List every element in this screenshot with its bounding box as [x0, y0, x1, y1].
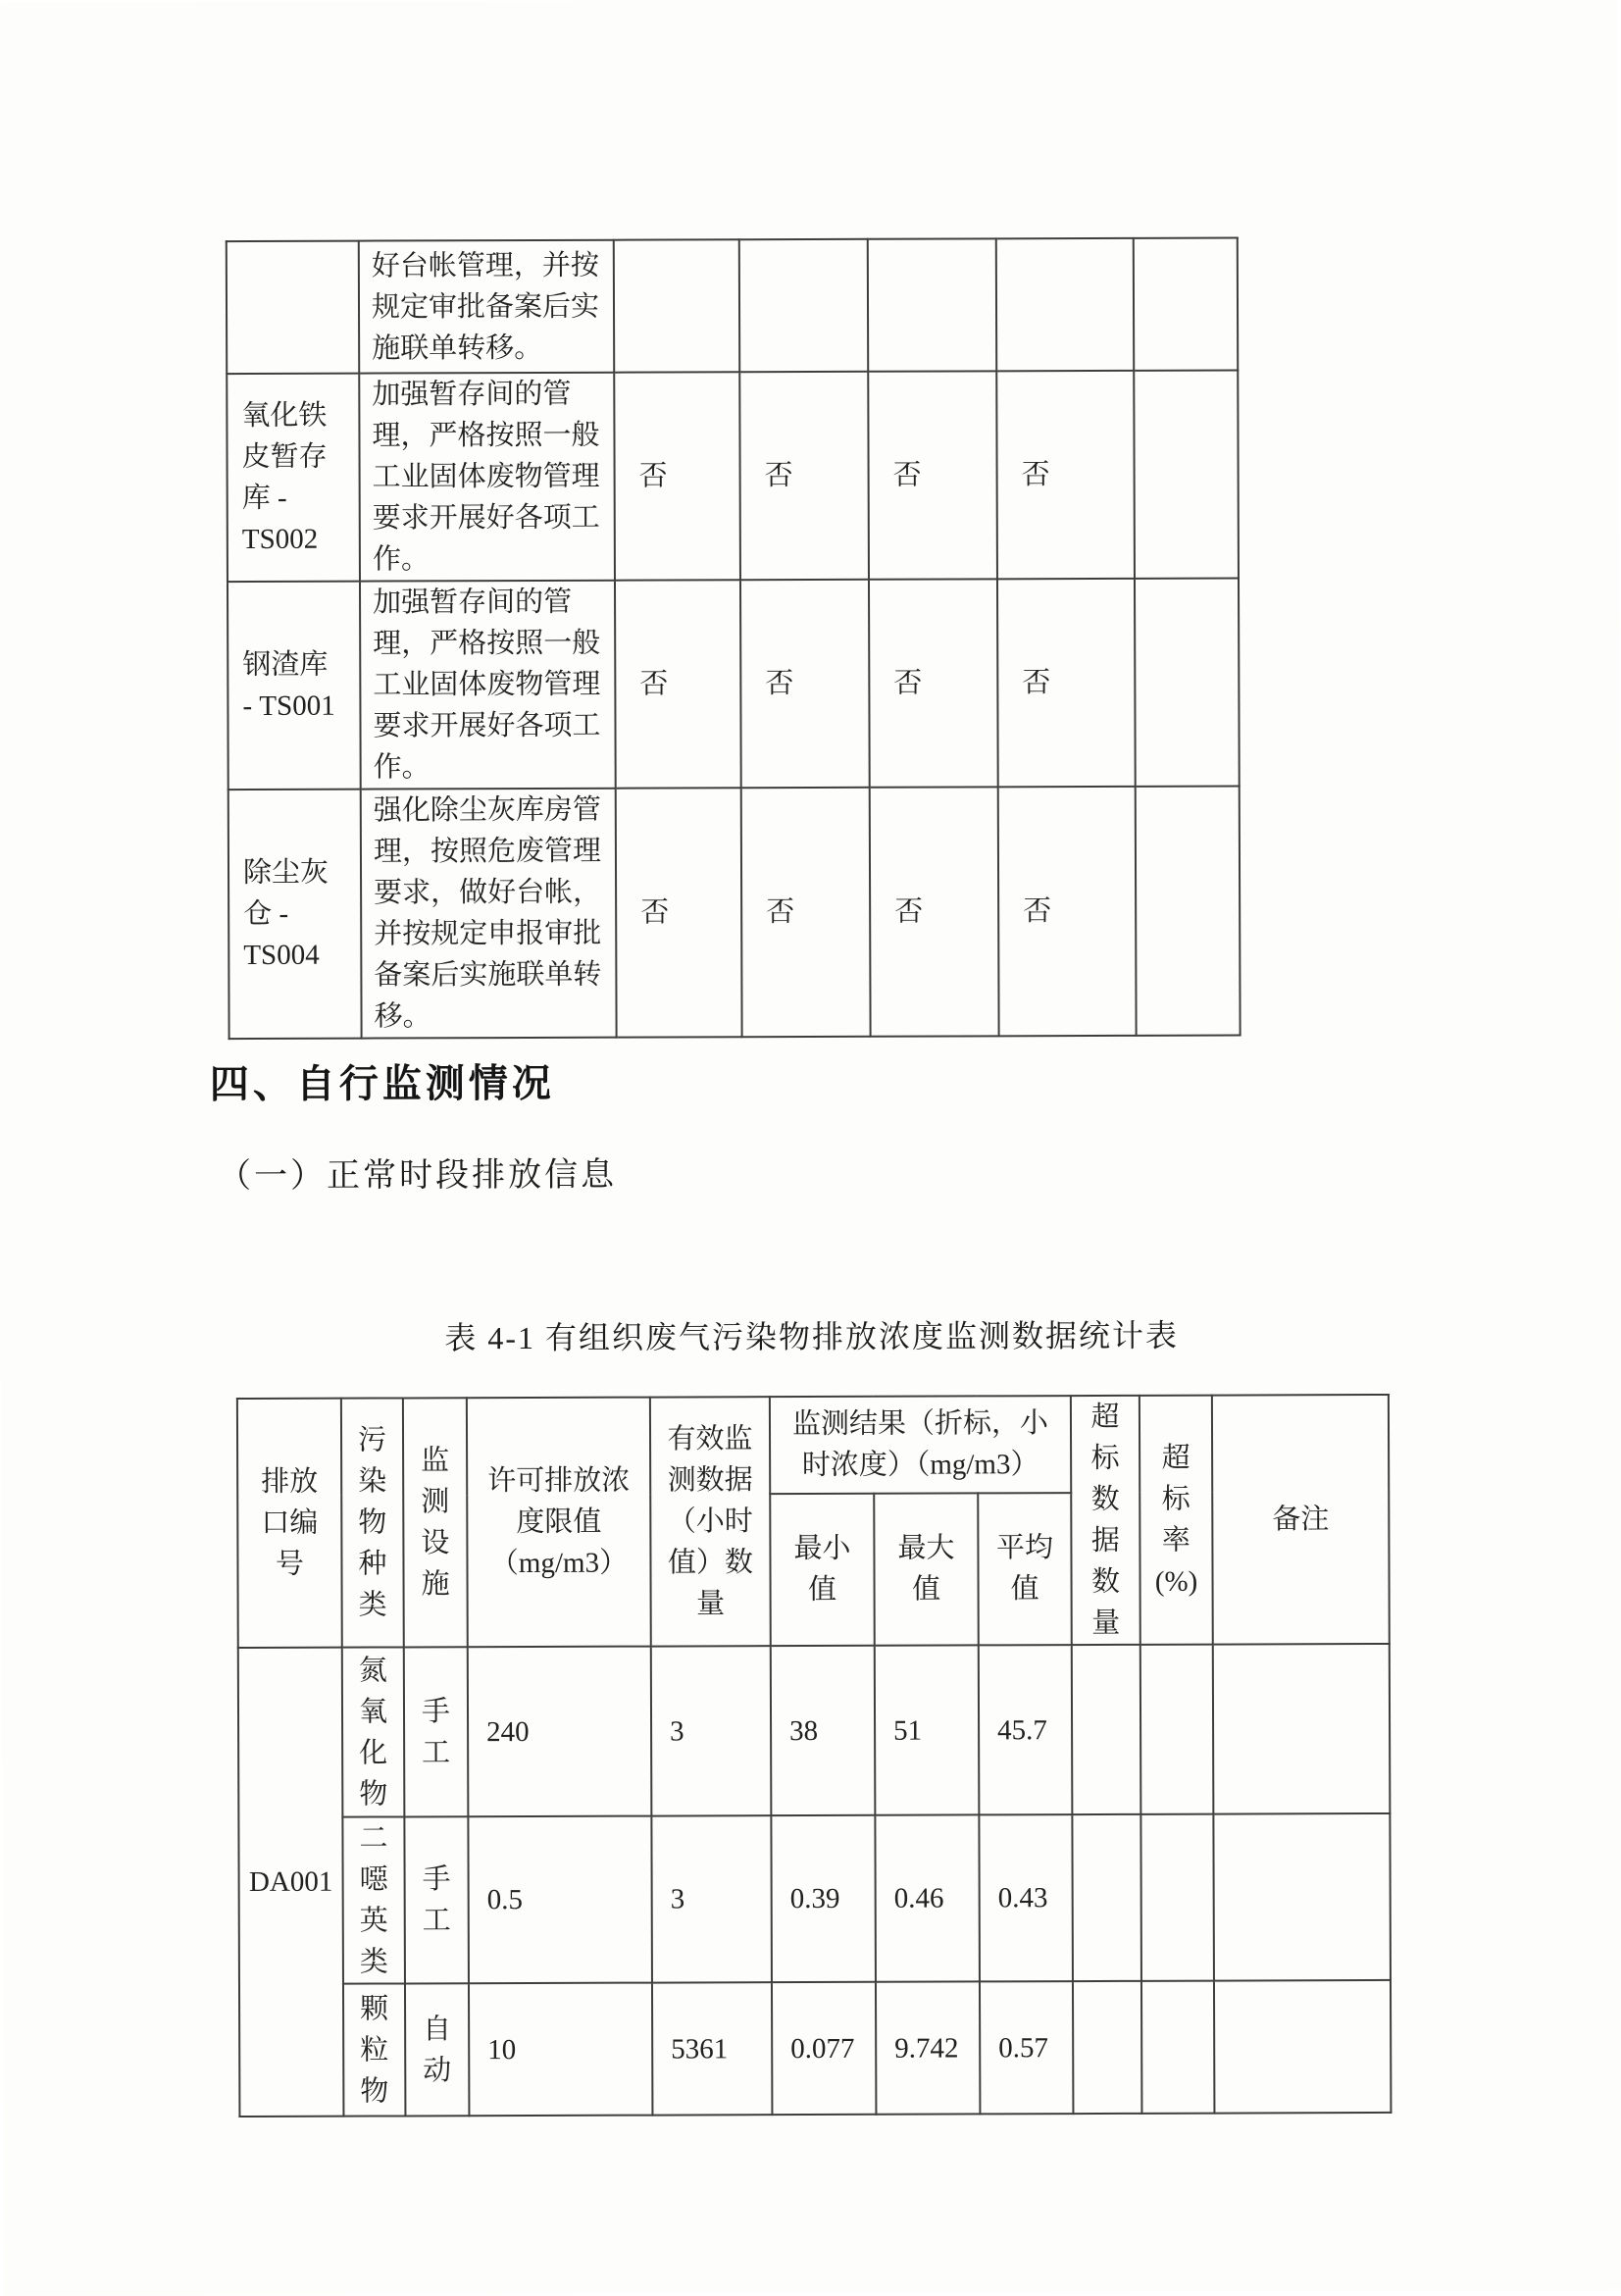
exceed-count-cell — [1072, 1645, 1141, 1814]
table-row — [228, 578, 1240, 790]
note-cell — [1136, 786, 1241, 1035]
facility-cell: 手 工 — [404, 1647, 469, 1816]
subsection-heading: （一）正常时段排放信息 — [218, 1156, 618, 1196]
header-remark: 备注 — [1212, 1395, 1390, 1645]
measure-cell: 加强暂存间的管 理，严格按照一般 工业固体废物管理 要求开展好各项工 作。 — [360, 581, 616, 790]
waste-management-table — [226, 236, 1241, 1040]
valid-count-cell: 3 — [651, 1646, 772, 1815]
avg-value-cell: 0.43 — [979, 1814, 1073, 1981]
flag-cell — [868, 238, 996, 371]
header-min-value: 最小 值 — [770, 1493, 875, 1646]
table-caption: 表 4-1 有组织废气污染物排放浓度监测数据统计表 — [444, 1317, 1180, 1356]
flag-cell — [996, 238, 1134, 371]
flag-cell: 否 — [740, 580, 870, 788]
valid-count-cell: 5361 — [652, 1982, 772, 2115]
flag-cell — [739, 239, 868, 372]
exceed-rate-cell — [1141, 1981, 1214, 2114]
facility-cell: 除尘灰 仓 - TS004 — [228, 790, 362, 1039]
pollutant-cell: 二 噁 英 类 — [342, 1816, 405, 1983]
flag-cell: 否 — [741, 788, 871, 1037]
flag-cell: 否 — [870, 787, 999, 1036]
header-exceed-count: 超 标 数 据 数 量 — [1071, 1396, 1140, 1645]
measure-cell: 加强暂存间的管 理，严格按照一般 工业固体废物管理 要求开展好各项工 作。 — [359, 373, 615, 582]
note-cell — [1134, 370, 1239, 578]
min-value-cell: 0.39 — [771, 1815, 876, 1982]
header-outlet-id: 排放 口编 号 — [237, 1399, 342, 1648]
remark-cell — [1214, 1980, 1391, 2114]
valid-count-cell: 3 — [651, 1815, 772, 1982]
header-exceed-rate: 超 标 率 (%) — [1140, 1396, 1213, 1645]
header-avg-value: 平均 值 — [978, 1493, 1072, 1646]
remark-cell — [1213, 1644, 1391, 1814]
exceed-rate-cell — [1140, 1645, 1214, 1814]
limit-cell: 240 — [468, 1647, 652, 1817]
facility-cell: 自 动 — [405, 1983, 469, 2116]
header-valid-data-count: 有效监 测数据 （小时 值）数 量 — [650, 1397, 771, 1646]
table-row — [228, 786, 1241, 1039]
flag-cell: 否 — [998, 787, 1137, 1036]
flag-cell: 否 — [615, 580, 741, 788]
avg-value-cell: 45.7 — [979, 1645, 1073, 1814]
flag-cell: 否 — [616, 788, 742, 1037]
flag-cell: 否 — [996, 371, 1135, 579]
table-row — [227, 237, 1238, 374]
pollutant-cell: 氮 氧 化 物 — [342, 1647, 405, 1816]
data-row — [238, 1813, 1391, 1984]
table-row — [227, 370, 1239, 582]
measure-cell: 强化除尘灰库房管 理，按照危废管理 要求，做好台帐， 并按规定申报审批 备案后实施联单转 移。 — [361, 789, 617, 1039]
min-value-cell: 38 — [771, 1646, 876, 1815]
facility-cell — [227, 241, 359, 374]
measure-cell: 好台帐管理，并按 规定审批备案后实 施联单转移。 — [359, 240, 614, 374]
note-cell — [1135, 578, 1240, 786]
data-row — [239, 1980, 1391, 2117]
flag-cell: 否 — [868, 371, 997, 579]
min-value-cell: 0.077 — [772, 1982, 876, 2115]
note-cell — [1134, 237, 1238, 370]
exceed-count-cell — [1073, 1981, 1141, 2114]
exceed-count-cell — [1072, 1814, 1141, 1981]
pollutant-cell: 颗 粒 物 — [343, 1983, 405, 2116]
flag-cell: 否 — [614, 372, 740, 580]
header-permit-limit: 许可排放浓 度限值 （mg/m3） — [467, 1398, 651, 1648]
remark-cell — [1213, 1813, 1391, 1981]
header-monitor-result-group: 监测结果（折标，小 时浓度）（mg/m3） — [770, 1396, 1071, 1494]
facility-cell: 氧化铁 皮暂存 库 - TS002 — [227, 374, 360, 582]
limit-cell: 10 — [469, 1983, 652, 2117]
facility-cell: 手 工 — [404, 1816, 469, 1983]
facility-cell: 钢渣库 - TS001 — [228, 582, 361, 790]
flag-cell: 否 — [997, 579, 1136, 787]
flag-cell — [614, 239, 739, 372]
flag-cell: 否 — [869, 579, 998, 787]
header-row — [237, 1395, 1389, 1496]
limit-cell: 0.5 — [468, 1816, 652, 1984]
max-value-cell: 51 — [875, 1645, 980, 1814]
flag-cell: 否 — [739, 372, 869, 580]
monitoring-data-table — [236, 1394, 1393, 2117]
exceed-rate-cell — [1140, 1814, 1214, 1981]
data-row — [238, 1644, 1391, 1817]
max-value-cell: 9.742 — [876, 1981, 980, 2114]
section-heading: 四、自行监测情况 — [209, 1061, 555, 1107]
max-value-cell: 0.46 — [875, 1814, 980, 1981]
header-monitor-facility: 监 测 设 施 — [403, 1398, 468, 1647]
header-max-value: 最大 值 — [874, 1493, 979, 1646]
header-pollutant-type: 污 染 物 种 类 — [341, 1398, 404, 1647]
outlet-id-cell: DA001 — [238, 1648, 344, 2117]
avg-value-cell: 0.57 — [980, 1981, 1073, 2114]
